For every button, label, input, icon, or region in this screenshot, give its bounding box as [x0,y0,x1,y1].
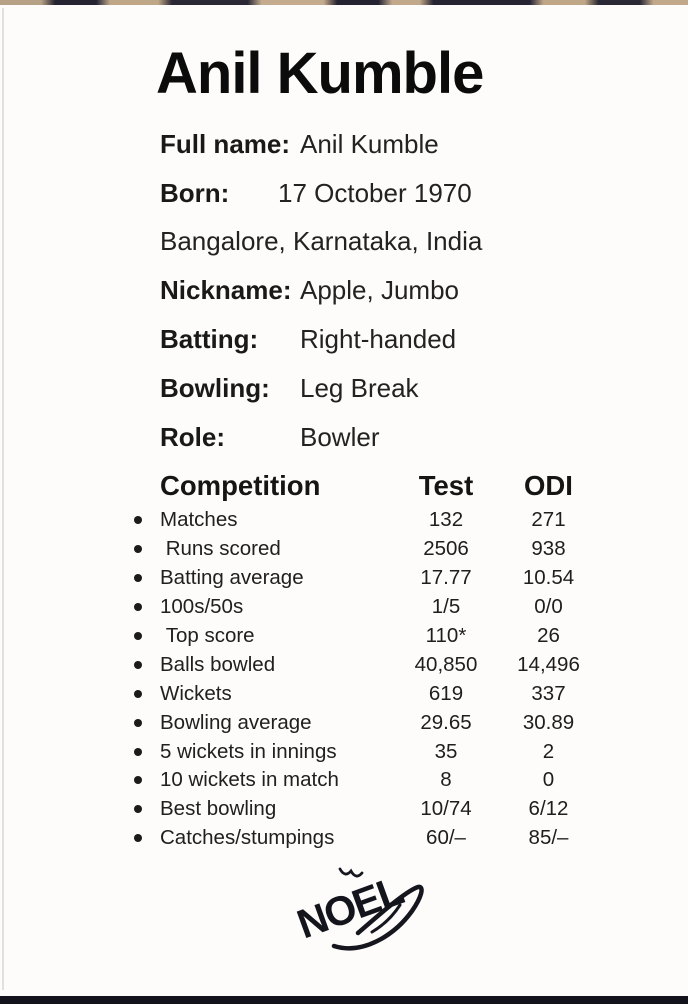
bullet-icon [134,603,142,611]
stat-label: Runs scored [160,537,281,561]
signature [288,856,458,956]
info-row-birthplace [160,218,482,267]
stat-test-value: 60/– [426,826,466,850]
stats-row-balls-bowled [128,650,596,679]
stat-odi-value: 938 [531,537,566,561]
bullet-icon [134,632,142,640]
stat-odi-value: 2 [542,739,555,763]
stat-odi-value: 26 [537,624,560,647]
stats-row-wickets [128,679,596,708]
stat-label: Balls bowled [160,652,276,676]
stat-label: 5 wickets in innings [160,739,337,763]
info-label: Full name: [160,128,291,159]
stat-test-value: 8 [440,768,452,792]
info-row-nickname [160,266,482,315]
stat-test-value: 29.65 [420,710,472,734]
card-top-edge [0,0,688,5]
stat-label: Batting average [160,566,304,590]
stat-label: 10 wickets in match [160,768,339,792]
stat-test-value: 1/5 [431,595,461,619]
signature-squiggle-icon [340,869,362,876]
bullet-icon [134,516,142,524]
bullet-icon [134,776,142,784]
info-value: Bowler [300,421,380,452]
bullet-icon [134,661,142,669]
stats-row-10-wickets-match [128,766,596,795]
stats-table [128,466,596,853]
stat-odi-value: 271 [531,508,566,532]
stat-test-value: 110* [425,624,467,647]
info-value: Leg Break [300,372,419,403]
stat-label: Catches/stumpings [160,826,335,850]
stat-label: Matches [160,508,238,532]
stats-row-top-score [128,622,596,651]
stat-odi-value: 14,496 [517,652,580,676]
info-value: 17 October 1970 [278,177,472,208]
stat-test-value: 35 [434,739,458,763]
stat-odi-value: 0/0 [534,595,563,619]
stat-odi-value: 337 [531,681,566,705]
info-value: Anil Kumble [300,128,439,159]
stat-test-value: 132 [428,508,464,532]
stat-test-value: 10/74 [420,797,472,821]
stat-odi-value: 0 [542,768,555,792]
info-row-batting [160,315,482,364]
player-info-list [160,120,482,462]
stat-test-value: 40,850 [414,652,478,676]
stats-row-batting-average [128,564,596,593]
stat-label: 100s/50s [160,595,244,619]
stats-row-matches [128,506,596,535]
info-value: Right-handed [300,324,457,355]
stats-row-100s-50s [128,593,596,622]
bullet-icon [134,805,142,813]
signature-text: NOEL [291,867,409,948]
stat-odi-value: 6/12 [528,797,569,821]
info-label: Batting: [160,324,259,355]
stats-row-best-bowling [128,795,596,824]
stat-label: Wickets [160,681,232,705]
stats-row-catches-stumpings [128,824,596,853]
stats-row-runs-scored [128,535,596,564]
stats-header-competition: Competition [160,470,321,501]
stat-odi-value: 85/– [528,826,569,850]
info-label: Role: [160,421,225,452]
stat-label: Bowling average [160,710,312,734]
stats-header-test: Test [418,470,474,501]
bullet-icon [134,719,142,727]
stat-test-value: 619 [428,681,464,705]
info-row-full-name [160,120,482,169]
bullet-icon [134,690,142,698]
stat-odi-value: 30.89 [522,710,575,734]
stats-row-bowling-average [128,708,596,737]
info-row-role [160,413,482,462]
stat-odi-value: 10.54 [522,566,575,590]
info-value: Bangalore, Karnataka, India [160,226,483,257]
stat-label: Best bowling [160,797,277,821]
bullet-icon [134,834,142,842]
info-label: Born: [160,177,230,208]
card-left-edge-line [2,8,4,990]
stats-row-5-wickets-innings [128,737,596,766]
info-value: Apple, Jumbo [300,275,459,306]
stats-header-row [128,466,596,506]
card-bottom-edge [0,996,688,1004]
stat-test-value: 17.77 [420,566,472,590]
stat-test-value: 2506 [423,537,469,561]
stat-label: Top score [160,624,255,647]
bullet-icon [134,748,142,756]
info-label: Nickname: [160,275,292,306]
bullet-icon [134,574,142,582]
info-row-bowling [160,364,482,413]
info-label: Bowling: [160,372,270,403]
info-row-born [160,169,482,218]
stats-header-odi: ODI [524,470,573,501]
bullet-icon [134,545,142,553]
page-title: Anil Kumble [156,41,484,106]
